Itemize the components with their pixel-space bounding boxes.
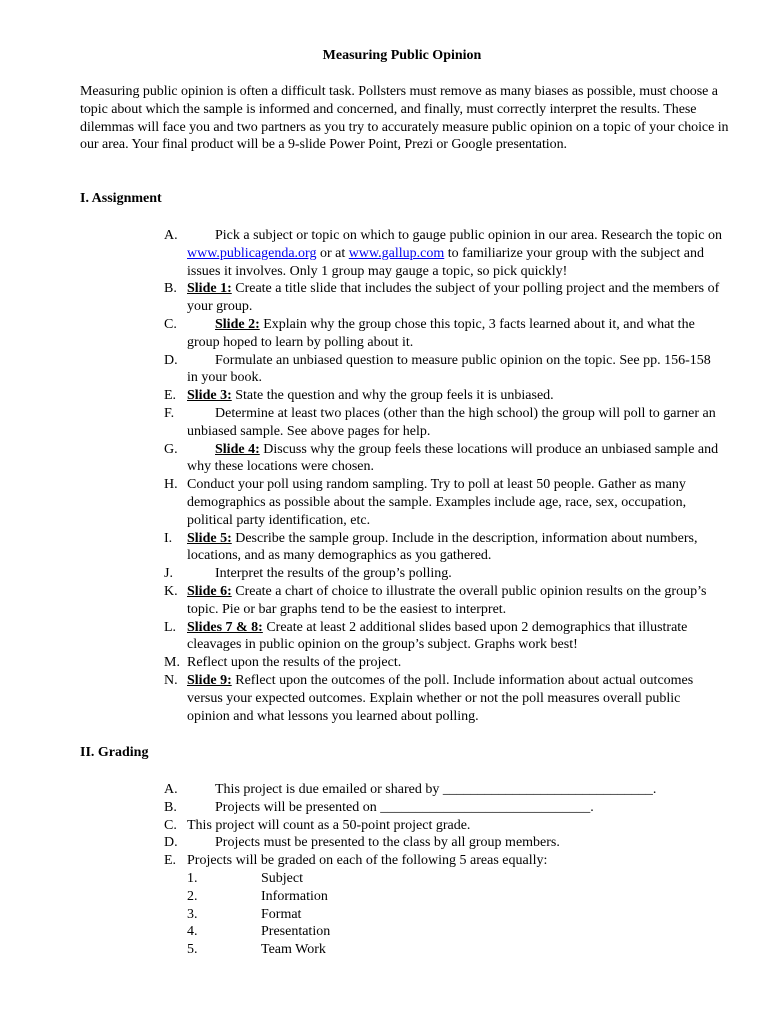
assignment-item: F. Determine at least two places (other than the high school) the group will poll to garner an unbiased sample. See above pages for help.: [164, 405, 716, 439]
list-marker: G.: [164, 441, 178, 457]
grading-item: D. Projects must be presented to the class by all group members.: [164, 835, 560, 851]
slide-label: Slide 3:: [187, 388, 232, 404]
assignment-item: L. Slides 7 & 8: Create at least 2 additional slides based upon 2 demographics that illustrate cleavages in public opinion on the group’s subject. Graphs work best!: [164, 619, 688, 653]
list-marker: A.: [164, 782, 178, 797]
grading-item: E. Projects will be graded on each of the following 5 areas equally: 1. Subject 2. Information 3. Format 4. Presentation 5. Team Work: [164, 852, 724, 959]
assignment-item: I. Slide 5: Describe the sample group. Include in the description, information about numbers, locations, and as many demographics as you gathered.: [164, 530, 698, 564]
grading-item: C. This project will count as a 50-point project grade.: [164, 817, 471, 833]
list-marker: I.: [164, 530, 173, 546]
list-marker: F.: [164, 405, 175, 421]
assignment-item: M. Reflect upon the results of the project.: [164, 655, 402, 671]
assignment-item: N. Slide 9: Reflect upon the outcomes of the poll. Include information about actual outcomes versus your expected outcomes. Explain whether or not the poll measures overall public opinion and what lessons you learned about polling.: [164, 672, 694, 724]
slide-label: Slide 5:: [187, 530, 232, 546]
list-marker: L.: [164, 619, 177, 635]
list-marker: C.: [164, 817, 177, 833]
list-marker: D.: [164, 835, 178, 851]
list-marker: D.: [164, 352, 178, 368]
assignment-item: J. Interpret the results of the group’s polling.: [164, 566, 452, 582]
list-marker: K.: [164, 583, 178, 599]
list-marker: M.: [164, 655, 180, 671]
grading-area-item: 1. Subject: [187, 870, 303, 886]
slide-label: Slide 1:: [187, 281, 232, 297]
list-marker: B.: [164, 799, 177, 815]
list-marker: B.: [164, 281, 177, 297]
grading-heading: II. Grading: [80, 745, 149, 760]
list-marker: E.: [164, 853, 177, 869]
grading-area-item: 4. Presentation: [187, 924, 331, 940]
page-title: Measuring Public Opinion: [322, 48, 482, 63]
assignment-item: A. Pick a subject or topic on which to gauge public opinion in our area. Research the topic on www.publicagenda.org or at www.gallup.com to familiarize your group with the subject and issues it involves. Only 1 group may gauge a topic, so pick quickly!: [164, 228, 722, 279]
list-marker: H.: [164, 477, 178, 493]
grading-item: A. This project is due emailed or shared by ______________________________.: [164, 782, 657, 797]
assignment-item: E. Slide 3: State the question and why the group feels it is unbiased.: [164, 388, 554, 404]
list-marker: C.: [164, 316, 177, 332]
publicagenda-link[interactable]: www.publicagenda.org: [187, 245, 317, 261]
list-marker: J.: [164, 566, 173, 582]
assignment-item: K. Slide 6: Create a chart of choice to illustrate the overall public opinion results on the group’s topic. Pie or bar graphs tend to be the easiest to interpret.: [164, 583, 707, 617]
slide-label: Slide 2:: [215, 316, 260, 332]
slide-label: Slide 4:: [215, 441, 260, 457]
assignment-item: G. Slide 4: Discuss why the group feels these locations will produce an unbiased sample and why these locations were chosen.: [164, 441, 719, 475]
grading-area-item: 5. Team Work: [187, 942, 326, 958]
list-marker: E.: [164, 388, 177, 404]
slide-label: Slide 6:: [187, 583, 232, 599]
slide-label: Slides 7 & 8:: [187, 619, 263, 635]
slide-label: Slide 9:: [187, 672, 232, 688]
list-marker: N.: [164, 672, 178, 688]
grading-item: B. Projects will be presented on ______________________________.: [164, 799, 594, 815]
grading-areas-list: [187, 870, 724, 959]
gallup-link[interactable]: www.gallup.com: [348, 245, 445, 261]
grading-list: [164, 781, 724, 959]
grading-area-item: 2. Information: [187, 888, 328, 904]
intro-paragraph: Measuring public opinion is often a difficult task. Pollsters must remove as many biases as possible, must choose a topic about which the sample is informed and concerned, and finally, must correctly interpret the results. These dilemmas will face you and two partners as you try to accurately measure public opinion on a topic of your choice in our area. Your final product will be a 9-slide Power Point, Prezi or Google presentation.: [80, 84, 729, 153]
assignment-item: D. Formulate an unbiased question to measure public opinion on the topic. See pp. 156-158 in your book.: [164, 352, 711, 386]
assignment-list: [164, 227, 724, 725]
assignment-heading: I. Assignment: [80, 191, 162, 206]
assignment-item: B. Slide 1: Create a title slide that includes the subject of your polling project and the members of your group.: [164, 281, 720, 315]
assignment-item: C. Slide 2: Explain why the group chose this topic, 3 facts learned about it, and what the group hoped to learn by polling about it.: [164, 316, 695, 350]
assignment-item: H. Conduct your poll using random sampling. Try to poll at least 50 people. Gather as many demographics as possible about the sample. Examples include age, race, sex, occupation, political party identification, etc.: [164, 477, 687, 528]
list-marker: A.: [164, 228, 178, 243]
grading-area-item: 3. Format: [187, 906, 302, 922]
